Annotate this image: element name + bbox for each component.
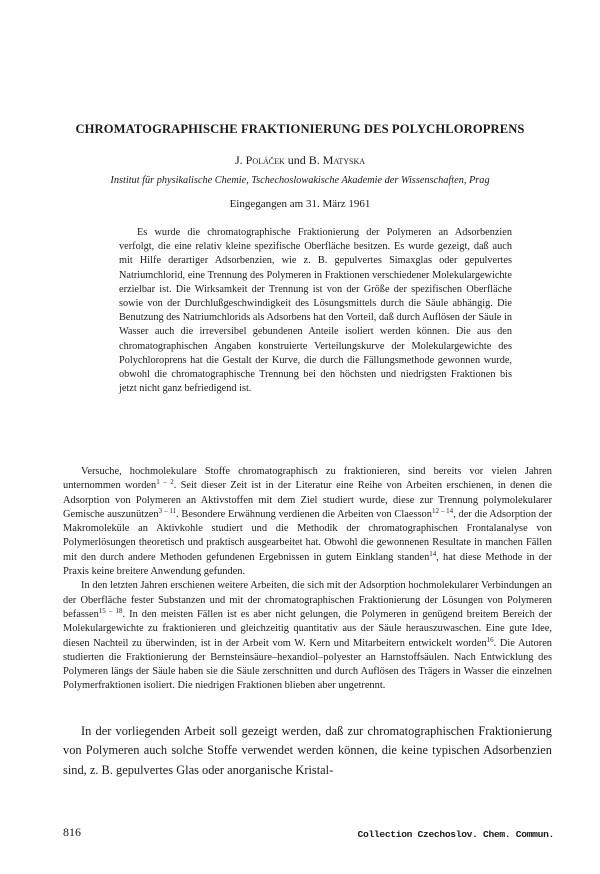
citation: 1 – 2 — [156, 478, 174, 487]
page-number: 816 — [63, 825, 81, 839]
citation: 16 — [486, 635, 494, 644]
affiliation: Institut für physikalische Chemie, Tschechoslowakische Akademie der Wissenschaften, Prag — [110, 175, 490, 186]
journal-name: Collection Czechoslov. Chem. Commun. — [357, 829, 554, 840]
paragraph-1: Versuche, hochmolekulare Stoffe chromatographisch zu fraktionieren, sind bereits vor vielen Jahren unternommen worden$^{1 - 2}$. Seit dieser Zeit ist in der Literatur eine Reihe von Arbeiten erschienen, in denen die Adsorption von Polymeren an Aktivstoffen mit dem Ziel studiert wurde, diese zur Trennung polymolekularer Gemische auszunützen$^{3 - 11}$. Besondere Erwähnung verdienen die Arbeiten von Claesson$^{12 - 14}$, der die Adsorption der Makromoleküle an Aktivkohle studiert und die Methodik der chromatographischen Frontalanalyse von Polymerlösungen theoretisch und praktisch ausgearbeitet hat. Obwohl die gewonnenen Resultate in manchen Fällen mit den durch andere Methoden gefundenen Ergebnissen in gutem Einklang standen$^{14}$, hat diese Methode in der Praxis keine breitere Anwendung gefunden. — [63, 466, 553, 578]
paragraph-2: In den letzten Jahren erschienen weitere Arbeiten, die sich mit der Adsorption hochmolekularer Verbindungen an der Oberfläche fester Substanzen und mit der chromatographischen Fraktionierung der Lösungen von Polymeren befassen$^{15 - 18}$. In den meisten Fällen ist es aber nicht gelungen, die Polymeren in genügend breitem Bereich der Molekulargewichte zu fraktionieren und gleichzeitig quantitativ aus der Säule herauszuwaschen. Eine gute Idee, diesen Nachteil zu überwinden, ist in der Arbeit vom W. Kern und Mitarbeitern entwickelt worden$^{16}$. Die Autoren studierten die Fraktionierung der Bernsteinsäure–hexandiol–polyester an Harnstoffsäulen. Nach Entwicklung des Polymeren längs der Säule haben sie die Säule zerschnitten und durch Auflösen des Trägers in Wasser die einzelnen Polymerfraktionen isoliert. Die niedrigen Fraktionen blieben aber ungetrennt. — [63, 580, 553, 692]
received-date: Eingegangen am 31. März 1961 — [229, 198, 371, 210]
citation: 12 – 14 — [431, 506, 454, 515]
author2-name: Matyska — [322, 153, 366, 167]
paragraph-3: In der vorliegenden Arbeit soll gezeigt werden, daß zur chromatographischen Fraktionierung von Polymeren auch solche Stoffe verwendet werden können, die keine typischen Adsorbenzien sind, z. B. gepulvertes Glas oder anorganische Kristal- — [63, 724, 552, 777]
abstract: Es wurde die chromatographische Fraktionierung der Polymeren an Adsorbenzien verfolgt, die eine relativ kleine spezifische Oberfläche besitzen. Es wurde gezeigt, daß auch mit Hilfe derartiger Adsorbenzien, wie z. B. gepulvertes Simaxglas oder gepulvertes Natriumchlorid, eine Trennung des Polymeren in Fraktionen verschiedener Molekulargewichte erzielbar ist. Die Wirksamkeit der Trennung ist von der Größe der spezifischen Oberfläche sowie von der Durchlußgeschwindigkeit des Lösungsmittels durch die Säule abhängig. Die Benutzung des Natriumchlorids als Adsorbens hat den Vorteil, daß durch Auflösen der Säule in Wasser auch die irreversibel gebundenen Anteile isoliert werden können. Die aus den chromatographischen Angaben konstruierte Verteilungskurve der Molekulargewichte des Polychloroprens hat die Gestalt der Kurve, die durch die Fällungsmethode gewonnen wurde, obwohl die chromatographische Trennung bei den höchsten und niedrigsten Fraktionen bis jetzt nicht ganz befriedigend ist. — [119, 227, 512, 395]
citation: 15 – 18 — [98, 606, 123, 615]
article-title: CHROMATOGRAPHISCHE FRAKTIONIERUNG DES POLYCHLOROPRENS — [75, 122, 525, 136]
author-line — [40, 153, 560, 168]
body-text — [63, 465, 552, 694]
author-joiner: und — [284, 153, 309, 167]
author1-initial: J. — [234, 153, 246, 167]
citation: 3 – 11 — [158, 506, 177, 515]
author2-initial: B. — [308, 153, 323, 167]
author1-name: Poláček — [245, 153, 285, 167]
citation: 14 — [429, 549, 437, 558]
